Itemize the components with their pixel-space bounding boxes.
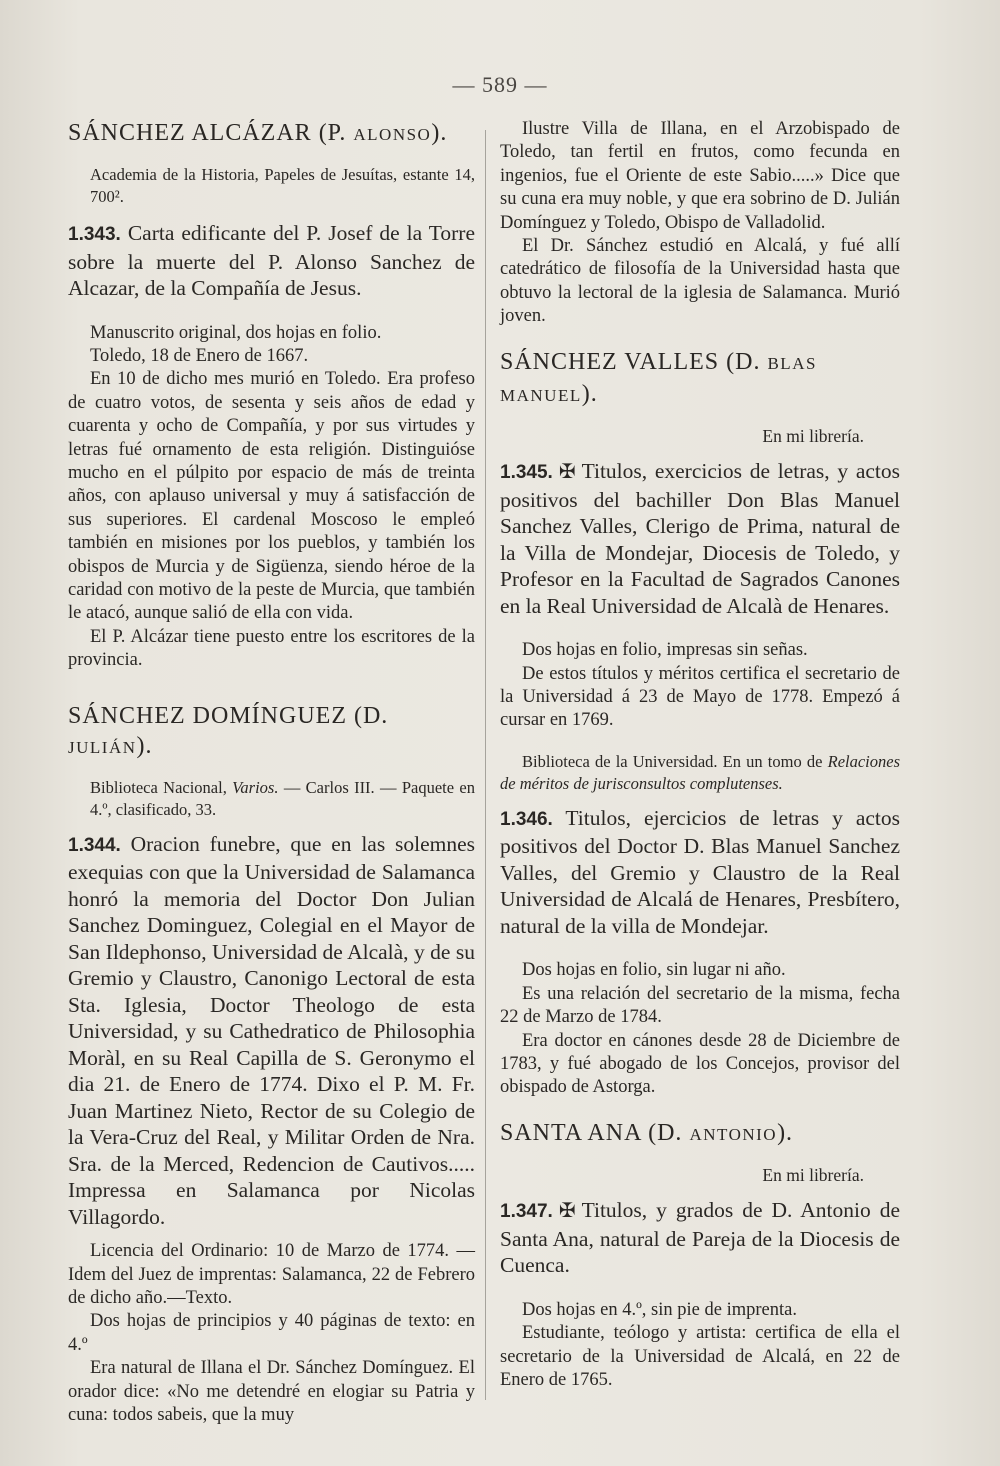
entry-note: Manuscrito original, dos hojas en folio. [90, 322, 382, 343]
entry-note: En 10 de dicho mes murió en Toledo. Era profeso de cuatro votos, de sesenta y seis años de edad y cuarenta y ocho de Compañía, y por sus virtudes y letras fué ornamento de esta religión. Distinguióse mucho en el púlpito por espacio de más de treinta años, con aplauso universal y muy á satisfacción de sus superiores. El cardenal Moscoso le empleó también en misiones por los pueblos, y también los obispos de Murcia y de Sigüenza, siendo héroe de la caridad con motivo de la peste de Murcia, que también le atacó, aunque salió de ella con vida. [68, 369, 475, 624]
author-given-name: ANTONIO [689, 1124, 778, 1144]
entry-note: El P. Alcázar tiene puesto entre los escritores de la provincia. [68, 626, 475, 671]
source-text: Biblioteca de la Universidad. En un tomo de [522, 751, 828, 771]
entry-note: Era natural de Illana el Dr. Sánchez Domínguez. El orador dice: «No me detendré en elogiar su Patria y cuna: todos sabeis, que la muy [68, 1358, 475, 1425]
source-note [90, 777, 475, 821]
source-note: Academia de la Historia, Papeles de Jesuítas, estante 14, 700². [90, 165, 475, 206]
entry-note: Era doctor en cánones desde 28 de Diciembre de 1783, y fué abogado de los Concejos, provisor del obispado de Astorga. [500, 1030, 900, 1098]
heading-close: ). [581, 380, 598, 407]
entry-note: Dos hojas de principios y 40 páginas de texto: en 4.º [68, 1311, 475, 1355]
entry-note: Dos hojas en folio, impresas sin señas. [522, 640, 808, 661]
source-italic: Relaciones de méritos de jurisconsultos complutenses. [500, 751, 900, 793]
source-text: — Carlos III. — Paquete en 4.º, clasificado, 33. [90, 777, 475, 819]
entry-note: De estos títulos y méritos certifica el secretario de la Universidad á 23 de Mayo de 1778. Empezó á cursar en 1769. [500, 663, 900, 731]
author-given-name: JULIÁN [68, 737, 137, 757]
bibliography-entry-1344 [68, 831, 475, 1231]
author-heading-sanchez-valles [500, 347, 900, 411]
right-column [500, 118, 900, 1393]
source-note [500, 751, 900, 795]
cross-icon: ✠ [558, 461, 576, 484]
author-heading-sanchez-dominguez [68, 701, 475, 763]
heading-close: ). [431, 120, 448, 146]
entry-note: Toledo, 18 de Enero de 1667. [90, 345, 309, 366]
author-given-name: BLAS MANUEL [500, 353, 817, 405]
entry-note: Es una relación del secretario de la misma, fecha 22 de Marzo de 1784. [500, 983, 900, 1028]
bibliography-entry-1347 [500, 1197, 900, 1279]
entry-note: Dos hojas en folio, sin lugar ni año. [522, 960, 786, 981]
column-divider [485, 130, 486, 1400]
entry-title: Titulos, y grados de D. Antonio de Santa Ana, natural de Pareja de la Diocesis de Cuenca. [500, 1198, 900, 1278]
entry-title: Oracion funebre, que en las solemnes exequias con que la Universidad de Salamanca honró la memoria del Doctor Don Julian Sanchez Dominguez, Colegial en el Mayor de San Ildephonso, Universidad de Alcalà, y de su Gremio y Claustro, Canonigo Lectoral de esta Sta. Iglesia, Doctor Theologo de esta Universidad, y su Cathedratico de Philosophia Moràl, en su Real Capilla de S. Geronymo el dia 21. de Enero de 1774. Dixo el P. M. Fr. Juan Martinez Nieto, Rector de su Colegio de la Vera-Cruz del Real, y Militar Orden de Nra. Sra. de la Merced, Redencion de Cautivos..... Impressa en Salamanca por Nicolas Villagordo. [68, 831, 475, 1229]
entry-title: Titulos, ejercicios de letras y actos positivos del Doctor D. Blas Manuel Sanchez Valles, del Gremio y Claustro de la Real Universidad de Alcalá de Henares, Presbítero, natural de la villa de Mondejar. [500, 805, 900, 938]
bibliography-entry-1346 [500, 805, 900, 940]
continued-text: Ilustre Villa de Illana, en el Arzobispado de Toledo, tan fertil en frutos, como fecunda en ingenios, fue el Oriente de este Sabio.....» Dice que su cuna era muy noble, y que era sobrino de D. Julián Domínguez y Toledo, Obispo de Valladolid. [500, 119, 900, 233]
heading-open: (D. [726, 348, 768, 375]
location-note: En mi librería. [762, 1164, 864, 1185]
entry-number: 1.346. [500, 808, 553, 830]
author-heading-sanchez-alcazar [68, 118, 475, 150]
author-surname: SÁNCHEZ VALLES [500, 348, 720, 375]
left-column [68, 118, 475, 1427]
entry-title: Titulos, exercicios de letras, y actos positivos del bachiller Don Blas Manuel Sanchez Valles, Clerigo de Prima, natural de la Villa de Mondejar, Diocesis de Toledo, y Profesor en la Facultad de Sagrados Canones en la Real Universidad de Alcalà de Henares. [500, 459, 900, 618]
entry-number: 1.344. [68, 834, 121, 856]
bibliography-entry-1345 [500, 458, 900, 619]
heading-open: (D. [648, 1119, 690, 1146]
entry-note: Licencia del Ordinario: 10 de Marzo de 1774. —Idem del Juez de imprentas: Salamanca, 22 de Febrero de dicho año.—Texto. [68, 1241, 475, 1308]
entry-number: 1.343. [68, 224, 121, 245]
source-text: Biblioteca Nacional, [90, 777, 233, 797]
entry-number: 1.347. [500, 1201, 553, 1223]
heading-close: ). [136, 732, 153, 759]
author-given-name: ALONSO [353, 125, 432, 144]
page-number: — 589 — [452, 72, 548, 97]
author-surname: SÁNCHEZ ALCÁZAR [68, 120, 312, 146]
cross-icon: ✠ [558, 1200, 576, 1223]
continued-text: El Dr. Sánchez estudió en Alcalá, y fué allí catedrático de filosofía de la Universidad hasta que obtuvo la lectoral de la iglesia de Salamanca. Murió joven. [500, 236, 900, 327]
heading-close: ). [777, 1119, 794, 1146]
location-note: En mi librería. [762, 425, 864, 446]
bibliography-entry-1343 [68, 220, 475, 302]
entry-number: 1.345. [500, 462, 553, 484]
entry-note: Dos hojas en 4.º, sin pie de imprenta. [522, 1299, 797, 1320]
heading-open: (D. [353, 702, 389, 729]
entry-note: Estudiante, teólogo y artista: certifica de ella el secretario de la Universidad de Alcalá, en 22 de Enero de 1765. [500, 1323, 900, 1391]
entry-title: Carta edificante del P. Josef de la Torre sobre la muerte del P. Alonso Sanchez de Alcazar, de la Compañía de Jesus. [68, 221, 475, 300]
heading-open: (P. [318, 120, 354, 146]
source-italic: Varios. [232, 777, 279, 797]
author-heading-santa-ana [500, 1118, 900, 1150]
author-surname: SANTA ANA [500, 1119, 642, 1146]
author-surname: SÁNCHEZ DOMÍNGUEZ [68, 702, 347, 729]
